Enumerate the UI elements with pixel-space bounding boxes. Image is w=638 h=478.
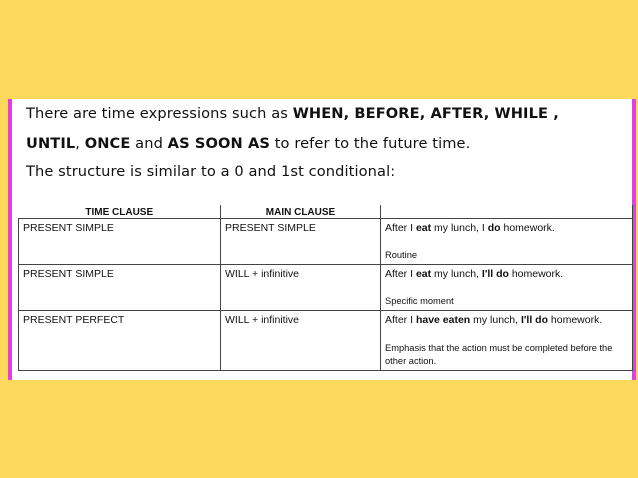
time-clause-cell: PRESENT PERFECT — [19, 311, 221, 371]
table-row — [19, 265, 633, 311]
usage-note: Specific moment — [385, 296, 454, 306]
intro-text: , — [75, 135, 85, 152]
example-part: After I — [385, 222, 416, 234]
intro-text: to refer to the future time. — [269, 135, 471, 152]
time-clause-cell: PRESENT SIMPLE — [19, 219, 221, 265]
table-header-row — [19, 205, 633, 219]
example-verb-bold: I'll do — [521, 314, 548, 326]
header-main-clause: MAIN CLAUSE — [221, 205, 381, 219]
intro-text: and — [130, 135, 168, 152]
example-part: homework. — [500, 222, 555, 234]
main-clause-cell: WILL + infinitive — [221, 311, 381, 371]
example-part: homework. — [548, 314, 603, 326]
example-sentence — [385, 222, 628, 234]
table-row — [19, 219, 633, 265]
intro-line-2 — [26, 135, 470, 152]
example-verb-bold: eat — [415, 222, 432, 234]
grammar-table — [18, 205, 633, 371]
header-time-clause: TIME CLAUSE — [19, 205, 221, 219]
usage-note: Routine — [385, 250, 418, 260]
expression-until: UNTIL — [26, 135, 76, 152]
expression-once: ONCE — [84, 135, 131, 152]
example-part: homework. — [508, 268, 564, 280]
intro-text: There are time expressions such as — [26, 105, 293, 122]
usage-note: Emphasis that the action must be completed before the other action. — [385, 343, 613, 366]
example-part: After I — [385, 314, 416, 326]
example-verb-bold: eat — [415, 268, 432, 280]
main-clause-cell: WILL + infinitive — [221, 265, 381, 311]
example-part: After I — [385, 268, 416, 280]
example-cell — [381, 265, 633, 311]
example-verb-bold: do — [487, 222, 501, 234]
example-cell — [381, 311, 633, 371]
intro-line-3: The structure is similar to a 0 and 1st conditional: — [26, 163, 396, 180]
example-sentence — [385, 268, 628, 280]
example-verb-bold: have eaten — [415, 314, 471, 326]
example-part: my lunch, I — [431, 222, 488, 234]
table-row — [19, 311, 633, 371]
example-verb-bold: I'll do — [481, 268, 509, 280]
slide-content — [8, 99, 636, 380]
intro-line-1 — [26, 105, 559, 122]
example-part: my lunch, — [431, 268, 482, 280]
example-part: my lunch, — [470, 314, 521, 326]
example-sentence — [385, 314, 628, 326]
header-example — [381, 205, 633, 219]
example-cell — [381, 219, 633, 265]
time-clause-cell: PRESENT SIMPLE — [19, 265, 221, 311]
expression-as-soon-as: AS SOON AS — [167, 135, 270, 152]
main-clause-cell: PRESENT SIMPLE — [221, 219, 381, 265]
time-expressions-bold: WHEN, BEFORE, AFTER, WHILE , — [292, 105, 559, 122]
